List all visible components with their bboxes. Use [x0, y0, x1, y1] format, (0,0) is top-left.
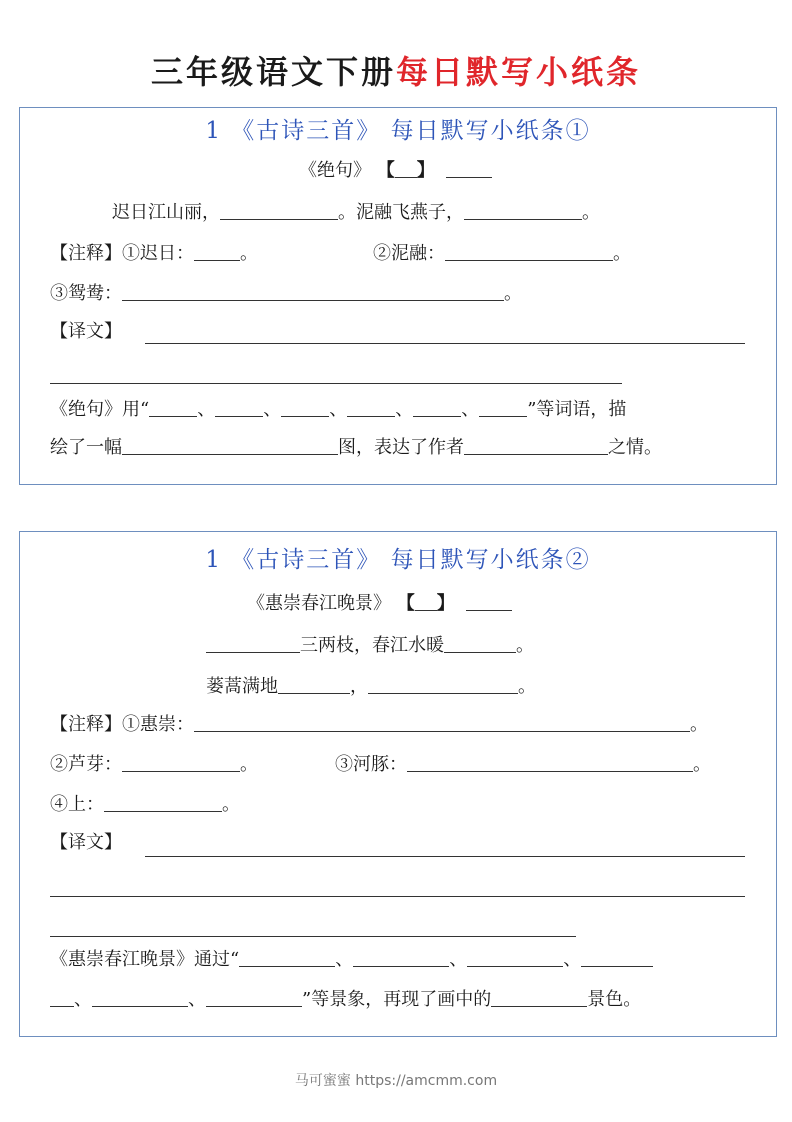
verse-text: 蒌蒿满地	[206, 676, 278, 697]
separator: 、	[395, 399, 414, 420]
poem-line-2	[206, 673, 536, 700]
note-blank[interactable]	[445, 240, 613, 261]
note-blank[interactable]	[407, 751, 693, 772]
separator: 、	[188, 989, 206, 1010]
card-title: 1 《古诗三首》 每日默写小纸条②	[205, 547, 591, 573]
verse-text: 三两枝，春江水暖	[300, 635, 444, 656]
summary-blank[interactable]	[464, 434, 608, 455]
page-title	[0, 50, 792, 94]
note-end: 。	[240, 243, 258, 264]
translation-line[interactable]	[50, 896, 745, 897]
translation-label: 【译文】	[50, 832, 122, 853]
note-blank[interactable]	[122, 751, 240, 772]
summary-blank[interactable]	[215, 396, 263, 417]
separator: 、	[74, 989, 92, 1010]
poem-title: 《绝句》	[299, 160, 371, 181]
notes-line-1b	[373, 240, 631, 267]
separator: 、	[449, 949, 468, 970]
note-end: 。	[613, 243, 631, 264]
note-end: 。	[222, 794, 240, 815]
dictation-card-1	[19, 107, 777, 485]
notes-line-2	[50, 751, 258, 778]
verse-blank[interactable]	[368, 673, 518, 694]
summary-line-1	[50, 396, 626, 423]
bracket-open: 【	[396, 593, 415, 614]
summary-text: 之情。	[608, 437, 662, 458]
page-title-red: 每日默写小纸条	[396, 53, 642, 91]
summary-blank[interactable]	[347, 396, 395, 417]
note-label: ①惠崇：	[122, 714, 194, 735]
notes-label: 【注释】	[50, 714, 122, 735]
bracket-open: 【	[376, 160, 395, 181]
summary-blank[interactable]	[206, 986, 302, 1007]
note-blank[interactable]	[104, 791, 222, 812]
card-title: 1 《古诗三首》 每日默写小纸条①	[205, 118, 591, 144]
author-blank[interactable]	[466, 590, 512, 611]
notes-line-1	[50, 711, 708, 738]
translation-line[interactable]	[50, 383, 622, 384]
summary-text: 绘了一幅	[50, 437, 122, 458]
note-end: 。	[693, 754, 711, 775]
note-end: 。	[240, 754, 258, 775]
translation-label: 【译文】	[50, 321, 122, 342]
verse-text: 。	[582, 202, 600, 223]
author-blank[interactable]	[446, 157, 492, 178]
poem-line-1	[112, 199, 600, 226]
notes-line-3	[50, 791, 240, 818]
summary-blank[interactable]	[353, 946, 449, 967]
note-label: ③河豚：	[335, 754, 407, 775]
translation-line[interactable]	[145, 856, 745, 857]
verse-text: ，	[350, 676, 368, 697]
note-label: ②芦芽：	[50, 754, 122, 775]
note-label: ③鸳鸯：	[50, 283, 122, 304]
summary-blank[interactable]	[149, 396, 197, 417]
summary-line-2	[50, 434, 662, 461]
summary-text: 《惠崇春江晚景》通过“	[50, 949, 240, 970]
summary-blank[interactable]	[467, 946, 563, 967]
note-end: 。	[504, 283, 522, 304]
note-end: 。	[690, 714, 708, 735]
poem-title-line	[299, 157, 492, 184]
bracket-close: 】	[416, 160, 435, 181]
summary-blank[interactable]	[239, 946, 335, 967]
summary-text: 《绝句》用“	[50, 399, 150, 420]
verse-text: 迟日江山丽，	[112, 202, 220, 223]
summary-text: 图，表达了作者	[338, 437, 464, 458]
summary-blank[interactable]	[491, 986, 587, 1007]
summary-blank[interactable]	[581, 946, 653, 967]
summary-text: 景色。	[587, 989, 642, 1010]
note-label: ①迟日：	[122, 243, 194, 264]
verse-blank[interactable]	[206, 632, 300, 653]
verse-blank[interactable]	[220, 199, 338, 220]
summary-line-1	[50, 946, 653, 973]
separator: 、	[197, 399, 216, 420]
verse-blank[interactable]	[278, 673, 350, 694]
note-blank[interactable]	[194, 711, 690, 732]
summary-blank[interactable]	[122, 434, 338, 455]
note-label: ②泥融：	[373, 243, 445, 264]
notes-label: 【注释】	[50, 243, 122, 264]
note-blank[interactable]	[194, 240, 240, 261]
summary-blank[interactable]	[281, 396, 329, 417]
summary-line-2	[50, 986, 641, 1013]
poem-line-1	[206, 632, 534, 659]
summary-blank[interactable]	[92, 986, 188, 1007]
note-blank[interactable]	[122, 280, 504, 301]
poem-title: 《惠崇春江晚景》	[247, 593, 391, 614]
separator: 、	[563, 949, 582, 970]
summary-blank[interactable]	[50, 986, 74, 1007]
translation-line[interactable]	[145, 343, 745, 344]
summary-text: ”等词语，描	[527, 399, 627, 420]
note-label: ④上：	[50, 794, 104, 815]
verse-blank[interactable]	[444, 632, 516, 653]
notes-line-2b	[335, 751, 711, 778]
bracket-close: 】	[436, 593, 455, 614]
verse-text: 。	[516, 635, 534, 656]
notes-line-2	[50, 280, 522, 307]
dynasty-blank[interactable]	[395, 157, 417, 178]
page-title-black: 三年级语文下册	[150, 53, 396, 91]
summary-blank[interactable]	[479, 396, 527, 417]
separator: 、	[263, 399, 282, 420]
separator: 、	[335, 949, 354, 970]
notes-line-1	[50, 240, 258, 267]
poem-title-line	[247, 590, 512, 617]
separator: 、	[461, 399, 480, 420]
verse-blank[interactable]	[464, 199, 582, 220]
summary-text: ”等景象，再现了画中的	[302, 989, 492, 1010]
verse-text: 。	[518, 676, 536, 697]
footer-watermark: 马可蜜蜜 https://amcmm.com	[294, 1073, 498, 1089]
translation-line[interactable]	[50, 936, 576, 937]
dynasty-blank[interactable]	[415, 590, 437, 611]
separator: 、	[329, 399, 348, 420]
summary-blank[interactable]	[413, 396, 461, 417]
verse-text: 。泥融飞燕子，	[338, 202, 464, 223]
dictation-card-2	[19, 531, 777, 1037]
